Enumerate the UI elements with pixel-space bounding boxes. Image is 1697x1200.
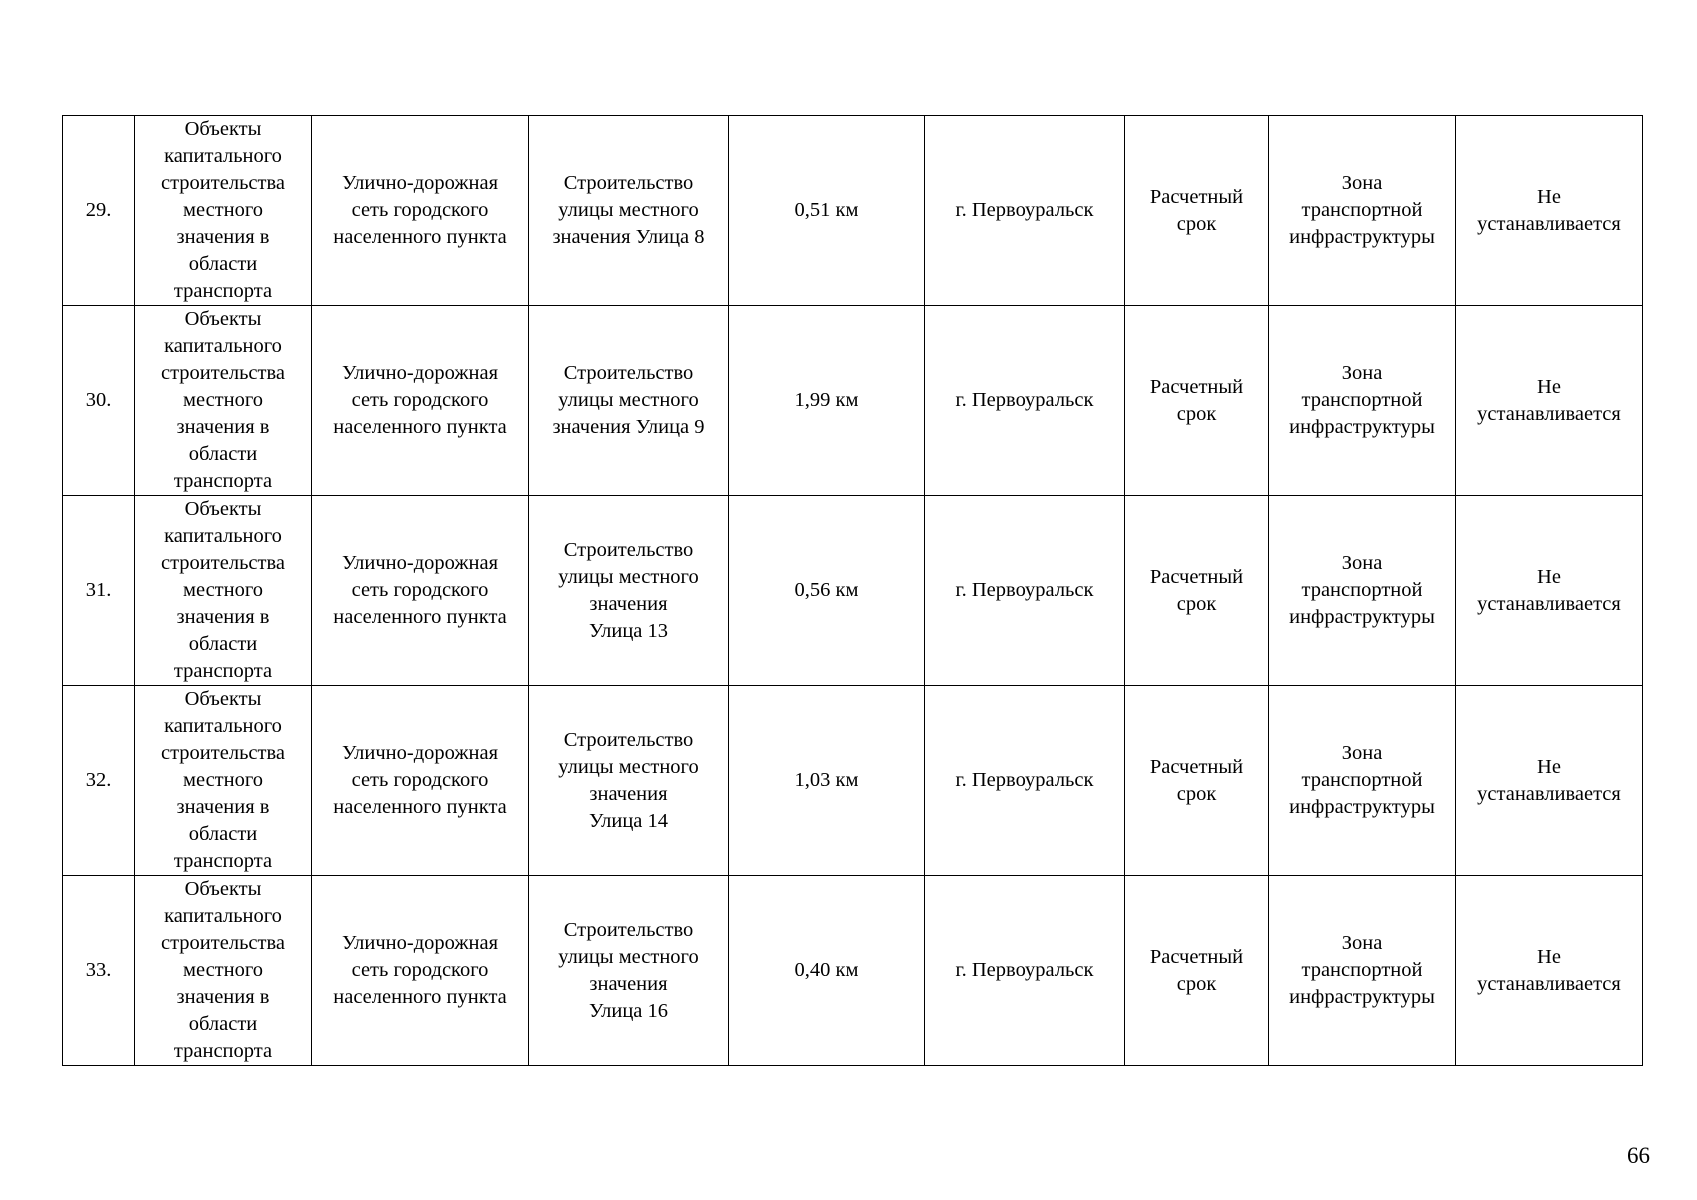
table-row	[63, 876, 1643, 1066]
object-location: г. Первоуральск	[925, 686, 1125, 876]
object-name: Строительство улицы местного значения Улица 9	[529, 306, 729, 496]
object-type: Улично-дорожная сеть городского населенного пункта	[312, 686, 529, 876]
row-number: 30.	[63, 306, 135, 496]
object-name: Строительство улицы местного значения Улица 16	[529, 876, 729, 1066]
zone-restriction: Не устанавливается	[1456, 116, 1643, 306]
zone-restriction: Не устанавливается	[1456, 876, 1643, 1066]
functional-zone: Зона транспортной инфраструктуры	[1269, 496, 1456, 686]
object-type: Улично-дорожная сеть городского населенного пункта	[312, 116, 529, 306]
implementation-term: Расчетный срок	[1125, 686, 1269, 876]
object-location: г. Первоуральск	[925, 876, 1125, 1066]
implementation-term: Расчетный срок	[1125, 876, 1269, 1066]
object-length: 0,40 км	[729, 876, 925, 1066]
implementation-term: Расчетный срок	[1125, 116, 1269, 306]
row-number: 32.	[63, 686, 135, 876]
functional-zone: Зона транспортной инфраструктуры	[1269, 876, 1456, 1066]
object-location: г. Первоуральск	[925, 306, 1125, 496]
object-length: 0,51 км	[729, 116, 925, 306]
object-category: Объекты капитального строительства местного значения в области транспорта	[135, 876, 312, 1066]
object-location: г. Первоуральск	[925, 116, 1125, 306]
object-length: 0,56 км	[729, 496, 925, 686]
object-category: Объекты капитального строительства местного значения в области транспорта	[135, 496, 312, 686]
implementation-term: Расчетный срок	[1125, 496, 1269, 686]
object-category: Объекты капитального строительства местного значения в области транспорта	[135, 306, 312, 496]
table-row	[63, 686, 1643, 876]
page-number: 66	[1627, 1143, 1650, 1168]
object-length: 1,99 км	[729, 306, 925, 496]
zone-restriction: Не устанавливается	[1456, 306, 1643, 496]
object-type: Улично-дорожная сеть городского населенного пункта	[312, 876, 529, 1066]
table-row	[63, 116, 1643, 306]
zone-restriction: Не устанавливается	[1456, 686, 1643, 876]
functional-zone: Зона транспортной инфраструктуры	[1269, 306, 1456, 496]
object-name: Строительство улицы местного значения Улица 14	[529, 686, 729, 876]
table-row	[63, 306, 1643, 496]
object-length: 1,03 км	[729, 686, 925, 876]
zone-restriction: Не устанавливается	[1456, 496, 1643, 686]
functional-zone: Зона транспортной инфраструктуры	[1269, 686, 1456, 876]
row-number: 29.	[63, 116, 135, 306]
object-category: Объекты капитального строительства местного значения в области транспорта	[135, 686, 312, 876]
object-type: Улично-дорожная сеть городского населенного пункта	[312, 496, 529, 686]
row-number: 33.	[63, 876, 135, 1066]
implementation-term: Расчетный срок	[1125, 306, 1269, 496]
object-category: Объекты капитального строительства местного значения в области транспорта	[135, 116, 312, 306]
planned-objects-table	[62, 115, 1643, 1066]
row-number: 31.	[63, 496, 135, 686]
object-name: Строительство улицы местного значения Улица 13	[529, 496, 729, 686]
object-type: Улично-дорожная сеть городского населенного пункта	[312, 306, 529, 496]
object-name: Строительство улицы местного значения Улица 8	[529, 116, 729, 306]
functional-zone: Зона транспортной инфраструктуры	[1269, 116, 1456, 306]
table-row	[63, 496, 1643, 686]
object-location: г. Первоуральск	[925, 496, 1125, 686]
